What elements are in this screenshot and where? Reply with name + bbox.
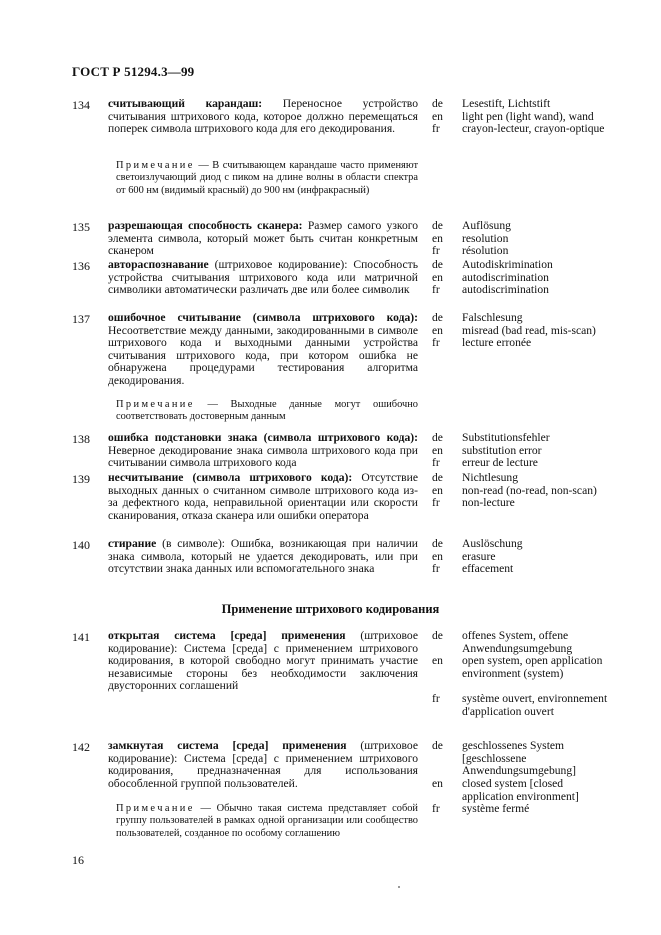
definition-text: Несоответствие между данными, закодированными в символе штрихового кода и выходными данными устройства считывания штрихового кода, при котором ошибка не обнаружена процедурами тестирования алгоритма декодирования. — [108, 323, 418, 387]
lang-term: lecture erronée — [462, 336, 532, 350]
lang-code: en — [432, 270, 443, 284]
term-note — [116, 399, 418, 424]
lang-term: système ouvert, environnement d'application ouvert — [462, 692, 608, 718]
term-number: 139 — [72, 472, 90, 486]
term-name: разрешающая способность сканера: — [108, 219, 303, 232]
note-label: Примечание — [116, 803, 195, 814]
term-name: открытая система [среда] применения — [108, 629, 346, 642]
lang-code: fr — [432, 692, 440, 705]
lang-code: fr — [432, 336, 440, 350]
term-name: несчитывание (символа штрихового кода): — [108, 471, 353, 484]
definition-text: (в символе): Ошибка, возникающая при наличии знака символа, который не удается декодировать, или при отсутствии знака данных или вспомогательного знака — [108, 537, 418, 576]
lang-code: en — [432, 777, 443, 790]
lang-code: de — [432, 431, 443, 444]
term-definition — [108, 220, 418, 258]
lang-term: open system, open application environment (system) — [462, 654, 603, 680]
lang-term: substitution error — [462, 443, 542, 457]
term-name: автораспознавание — [108, 258, 209, 271]
lang-code: de — [432, 471, 443, 484]
term-number: 138 — [72, 432, 90, 446]
definition-text: (штриховое кодирование): Способность устройства считывания штрихового кода или матричной символики автоматически различать две или более символик — [108, 258, 418, 297]
term-definition — [108, 538, 418, 576]
lang-term: système fermé — [462, 802, 530, 815]
lang-code: fr — [432, 562, 440, 576]
lang-code: de — [432, 629, 443, 642]
term-name: ошибка подстановки знака (символа штрихового кода): — [108, 431, 418, 444]
lang-code: fr — [432, 283, 440, 297]
lang-term: autodiscrimination — [462, 283, 549, 297]
lang-code: en — [432, 483, 443, 497]
lang-code: fr — [432, 244, 440, 258]
lang-term: Auslöschung — [462, 537, 523, 550]
term-definition — [108, 312, 418, 388]
lang-code: en — [432, 654, 443, 667]
lang-term: non-read (no-read, non-scan) — [462, 483, 597, 497]
lang-term: geschlossenes System [geschlossene Anwendungsumgebung] — [462, 739, 576, 778]
definition-text: Неверное декодирование знака символа штрихового кода при считывании символа штрихового кода — [108, 443, 418, 470]
definition-text: Отсутствие выходных данных о считанном символе штрихового кода из-за дефектного кода, неправильной ориентации или скорости сканирования, отказа сканера или ошибки оператора — [108, 471, 418, 522]
translations — [432, 630, 612, 731]
lang-term: erasure — [462, 549, 496, 563]
note-text: — Обычно такая система представляет собой группу пользователей в рамках одной организации или сообщество пользователей, созданное по особому соглашению — [116, 803, 418, 839]
term-name: стирание — [108, 537, 157, 550]
term-number: 137 — [72, 312, 90, 326]
lang-term: crayon-lecteur, crayon-optique — [462, 122, 605, 136]
lang-term: effacement — [462, 562, 514, 576]
term-number: 136 — [72, 259, 90, 273]
document-header: ГОСТ Р 51294.3—99 — [72, 64, 195, 79]
lang-code: en — [432, 443, 443, 457]
lang-term: erreur de lecture — [462, 456, 538, 470]
term-definition — [108, 259, 418, 297]
lang-code: de — [432, 219, 443, 232]
scan-speck — [398, 886, 400, 888]
term-note — [116, 160, 418, 197]
lang-term: closed system [closed application environment] — [462, 777, 579, 803]
term-name: ошибочное считывание (символа штрихового кода): — [108, 311, 418, 324]
term-definition — [108, 472, 418, 522]
term-definition — [108, 740, 418, 790]
lang-code: fr — [432, 496, 440, 510]
definition-text: (штриховое кодирование): Система [среда] с применением штрихового кодирования, в которой свободно могут принимать участие независимые стороны без необходимости заключения двусторонних соглашений — [108, 629, 419, 693]
note-text: — В считывающем карандаше часто применяют светоизлучающий диод с пиком на длине волны в области спектра от 600 нм (видимый красный) до 900 нм (инфракрасный) — [116, 160, 418, 196]
lang-code: de — [432, 311, 443, 324]
lang-term: Substitutionsfehler — [462, 431, 550, 444]
term-number: 140 — [72, 538, 90, 552]
lang-term: misread (bad read, mis-scan) — [462, 323, 596, 337]
note-label: Примечание — [116, 160, 195, 171]
lang-code: en — [432, 231, 443, 245]
term-definition — [108, 98, 418, 136]
lang-code: de — [432, 537, 443, 550]
term-definition — [108, 432, 418, 470]
lang-code: fr — [432, 456, 440, 470]
lang-term: Auflösung — [462, 219, 511, 232]
note-label: Примечание — [116, 399, 195, 410]
term-number: 142 — [72, 740, 90, 754]
lang-term: resolution — [462, 231, 509, 245]
lang-code: fr — [432, 802, 440, 815]
lang-term: Nichtlesung — [462, 471, 519, 484]
lang-term: offenes System, offene Anwendungsumgebung — [462, 629, 573, 655]
lang-code: en — [432, 323, 443, 337]
lang-term: Lesestift, Lichtstift — [462, 97, 551, 110]
definition-text: Размер самого узкого элемента символа, который может быть считан конкретным сканером — [108, 219, 419, 258]
term-definition — [108, 630, 418, 693]
term-number: 135 — [72, 220, 90, 234]
term-name: замкнутая система [среда] применения — [108, 739, 347, 752]
lang-term: non-lecture — [462, 496, 515, 510]
section-title: Применение штрихового кодирования — [221, 602, 440, 616]
page-number: 16 — [72, 853, 84, 867]
lang-code: de — [432, 258, 443, 271]
note-text: — Выходные данные могут ошибочно соответствовать достоверным данным — [116, 399, 418, 423]
lang-code: de — [432, 739, 443, 752]
lang-term: résolution — [462, 244, 509, 258]
lang-code: fr — [432, 122, 440, 136]
definition-text: (штриховое кодирование): Система [среда] с применением штрихового кодирования, предназначенная для использования обособленной группой пользователей. — [108, 739, 419, 790]
lang-term: light pen (light wand), wand — [462, 109, 594, 123]
lang-term: Falschlesung — [462, 311, 523, 324]
translations — [432, 740, 612, 816]
definition-text: Переносное устройство считывания штрихового кода, которое должно перемещаться поперек символа штрихового кода для его декодирования. — [108, 97, 418, 136]
term-number: 141 — [72, 630, 90, 644]
lang-term: Autodiskrimination — [462, 258, 553, 271]
term-name: считывающий карандаш: — [108, 97, 263, 110]
lang-code: de — [432, 97, 443, 110]
term-note — [116, 803, 418, 840]
lang-code: en — [432, 109, 443, 123]
lang-code: en — [432, 549, 443, 563]
term-number: 134 — [72, 98, 90, 112]
lang-term: autodiscrimination — [462, 270, 549, 284]
